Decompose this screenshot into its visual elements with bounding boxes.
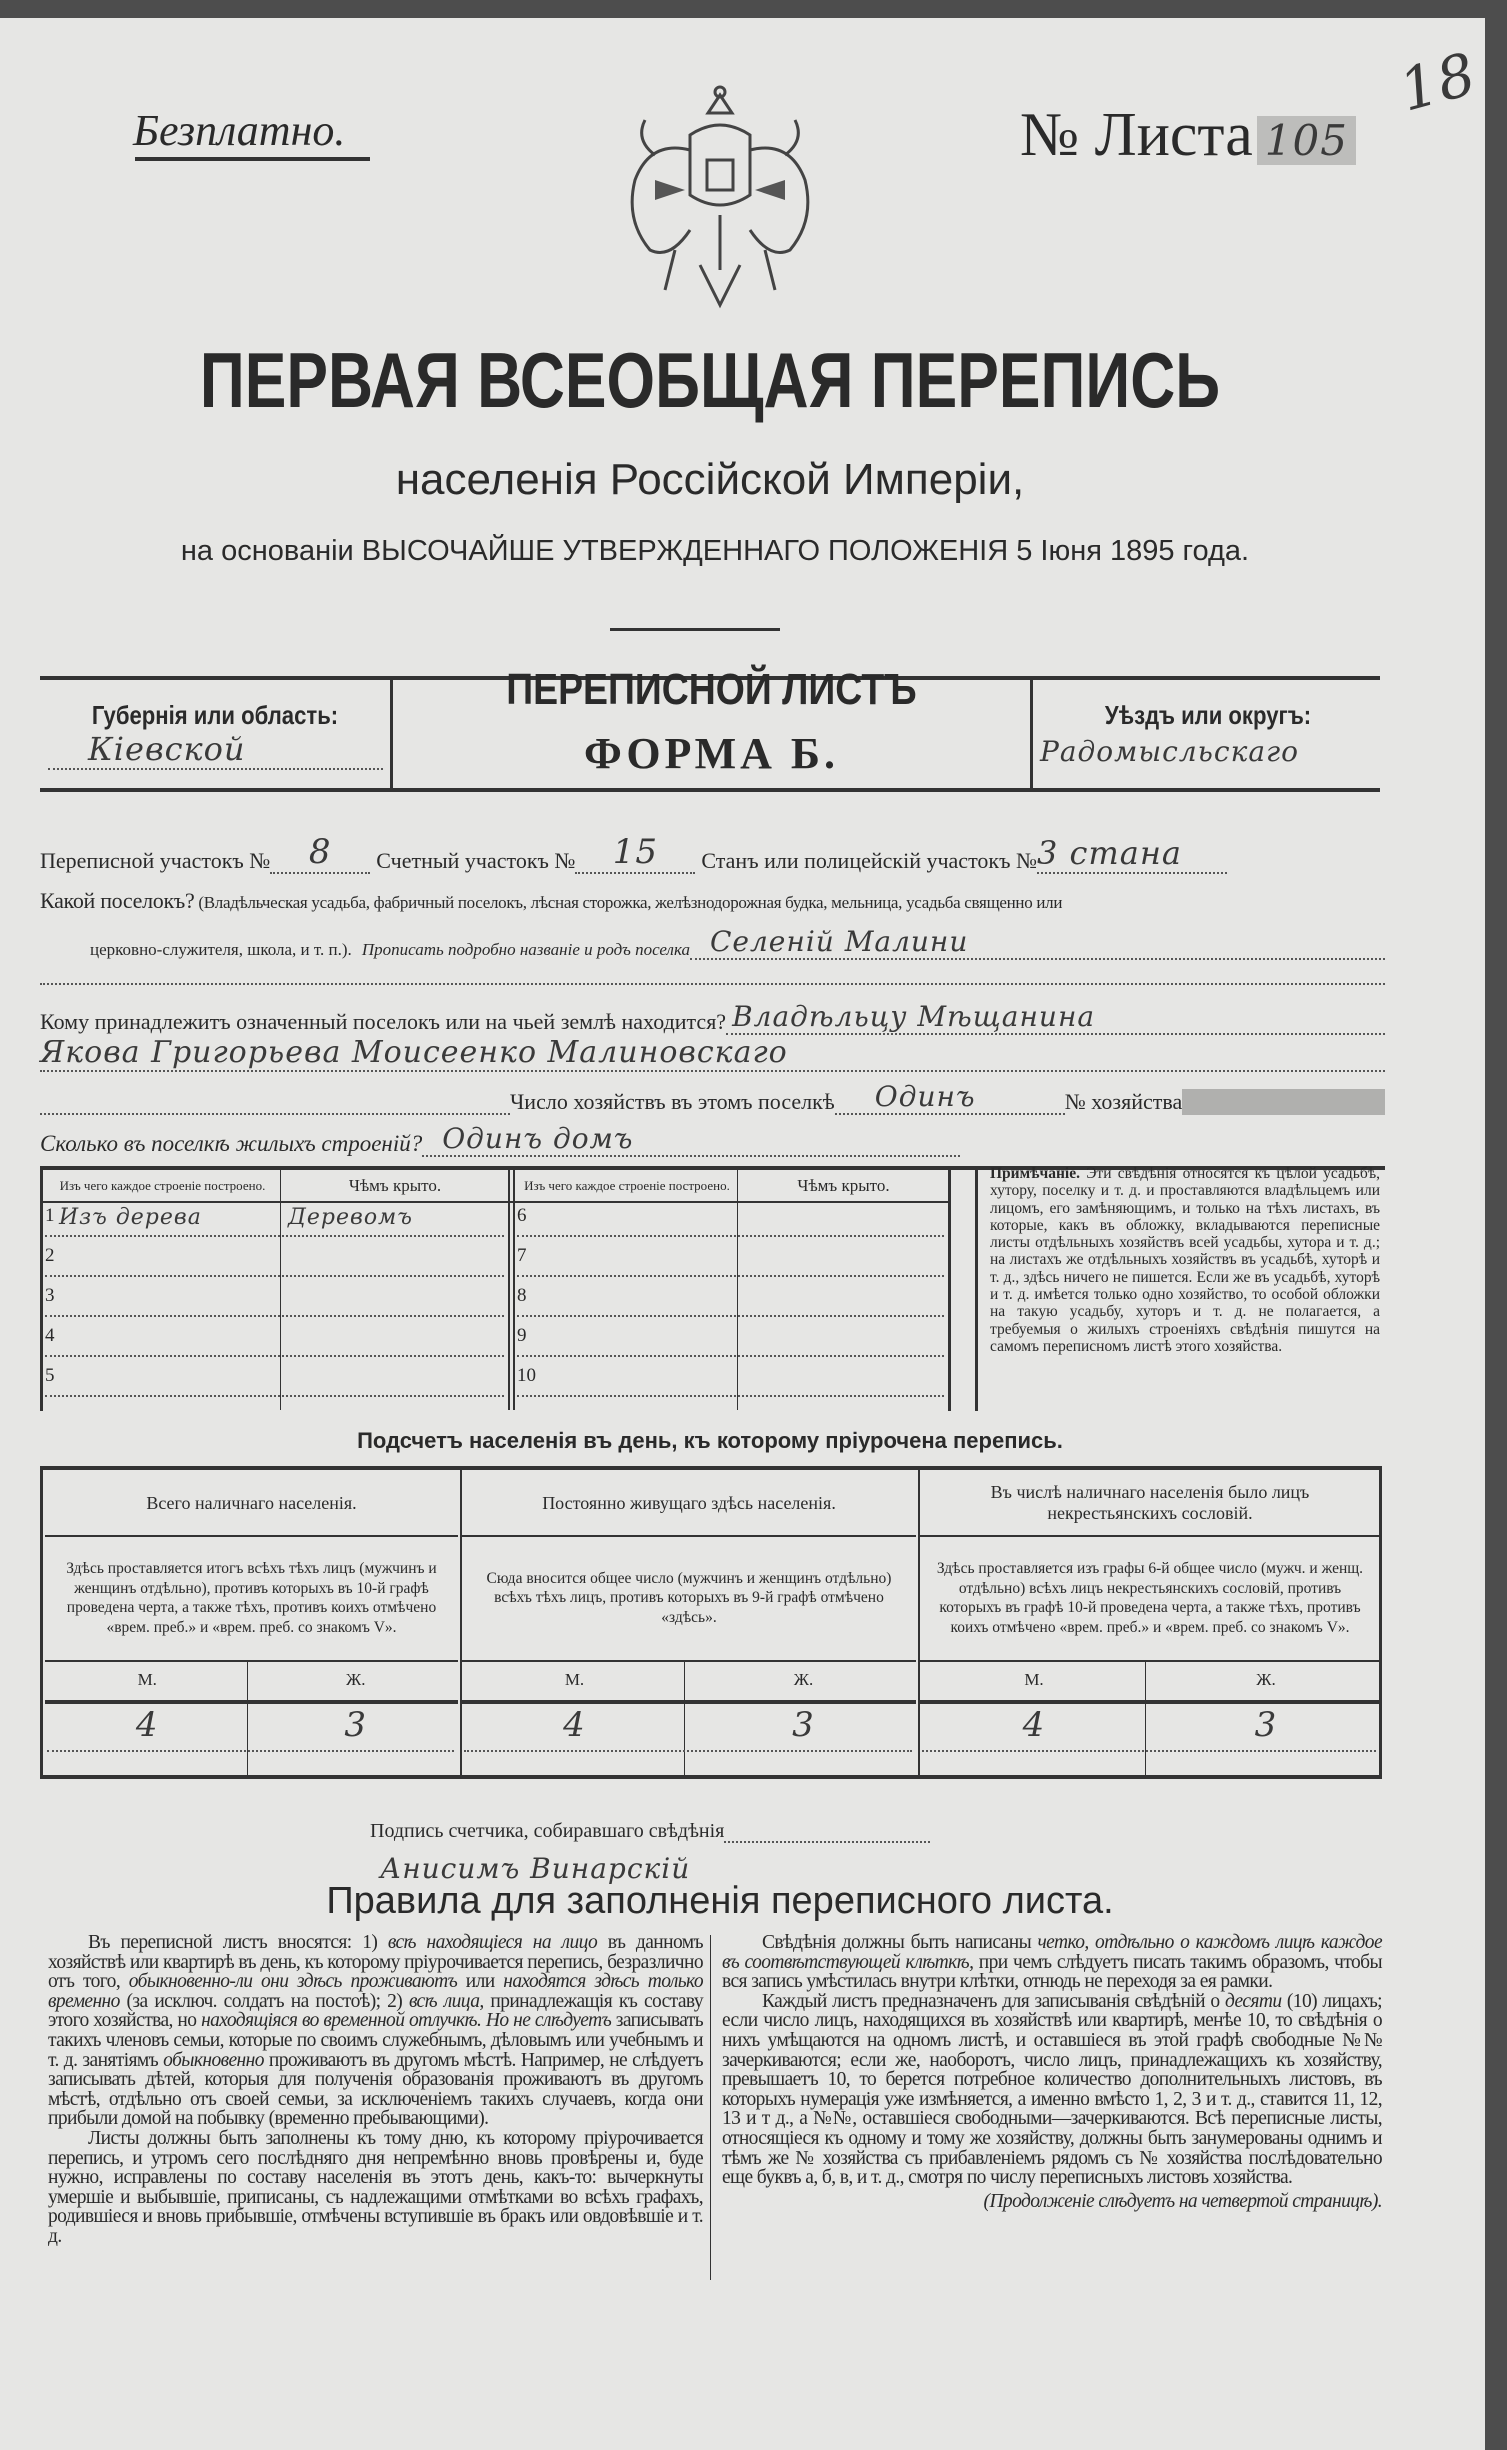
page-title: ПЕРВАЯ ВСЕОБЩАЯ ПЕРЕПИСЬ xyxy=(199,336,1221,424)
rules-text: записывать такихъ членовъ семьи, которые по своимъ служебнымъ, дѣловымъ или учебнымъ и т. д. занятіямъ xyxy=(48,2010,704,2071)
legal-basis: на основаніи ВЫСОЧАЙШЕ УТВЕРЖДЕННАГО ПОЛОЖЕНІЯ 5 Іюня 1895 года. xyxy=(180,535,1250,567)
poselok-instruction: Прописать подробно названіе и родъ поселка xyxy=(361,940,690,959)
col-material-header: Изъ чего каждое строеніе построено. xyxy=(524,1178,730,1193)
households-label: Число хозяйствъ въ этомъ поселкѣ xyxy=(510,1089,835,1114)
row-number: 5 xyxy=(45,1365,55,1386)
form-name: ПЕРЕПИСНОЙ ЛИСТЪ xyxy=(506,665,917,714)
divider xyxy=(610,628,780,631)
row-line xyxy=(47,1750,454,1752)
female-header: Ж. xyxy=(793,1670,814,1689)
poselok-label: Какой поселокъ? xyxy=(40,888,195,913)
perepisnoy-field[interactable]: 8 xyxy=(270,832,370,874)
col-material-header: Изъ чего каждое строеніе построено. xyxy=(59,1178,266,1193)
row-number: 3 xyxy=(45,1285,55,1306)
column-divider xyxy=(710,1935,711,2280)
male-count[interactable]: 4 xyxy=(563,1705,586,1745)
rules-text: обыкновенно-ли они здѣсь проживаютъ xyxy=(128,1971,458,1993)
row-line xyxy=(45,1275,504,1277)
rules-text: находящіяся во временной отлучкѣ. Но не слѣдуетъ xyxy=(201,2010,612,2032)
continued-note: (Продолженіе слѣдуетъ на четвертой страницѣ). xyxy=(983,2190,1382,2212)
rules-text: Каждый листъ предназначенъ для записыванія свѣдѣній о xyxy=(762,1990,1226,2012)
row-line xyxy=(464,1750,912,1752)
rules-text: принадлежащія къ составу этого хозяйства, но xyxy=(48,1990,703,2032)
note-text: Эти свѣдѣнія относятся къ цѣлой усадьбѣ, хутору, поселку и т. д. и проставляются владѣльцемъ или лицомъ, его замѣняющимъ, и только на тѣхъ листахъ, въ которые, какъ въ обложку, вкладываются переписные листы отдѣльныхъ хозяйствъ всей усадьбы, хутора и т. д.; на листахъ же отдѣльныхъ хозяйствъ въ усадьбѣ, хуторѣ и т. д., здѣсь ничего не пишется. Если же въ усадьбѣ, хуторѣ и т. д. имѣется только одно хозяйство, то особой обложки на такую усадьбу, хуторъ и т. д. не полагается, а требуемыя о жилыхъ строеніяхъ свѣдѣнія пишутся на самомъ переписномъ листѣ этого хозяйства. xyxy=(990,1165,1380,1355)
row-line xyxy=(45,1235,504,1237)
owner-field-2[interactable]: Якова Григорьева Моисеенко Малиновскаго xyxy=(40,1035,1385,1072)
material-cell[interactable]: Изъ дерева xyxy=(59,1205,202,1230)
owner-label: Кому принадлежитъ означенный поселокъ или на чьей землѣ находится? xyxy=(40,1009,727,1034)
rules-heading: Правила для заполненія переписного листа. xyxy=(326,1880,1114,1922)
row-number: 8 xyxy=(517,1285,527,1306)
uezd-label: Уѣздъ или округъ: xyxy=(1104,700,1312,730)
rules-text: или xyxy=(457,1971,504,1993)
rules-text: въ данномъ хозяйствѣ или квартирѣ въ день, къ которому пріурочивается перепись, безразлично отъ того, xyxy=(48,1932,703,1993)
male-count[interactable]: 4 xyxy=(135,1705,159,1745)
row-line xyxy=(517,1275,944,1277)
roof-cell[interactable]: Деревомъ xyxy=(288,1205,413,1230)
female-header: Ж. xyxy=(346,1670,366,1689)
rules-text: проживаютъ въ другомъ мѣстѣ. Например, не слѣдуетъ записывать дѣтей, которыя для полученія образованія проживаютъ въ другомъ мѣстѣ, отдѣльно отъ своей семьи, за исключеніемъ такихъ случаевъ, когда они прибыли домой на побывку (временно пребывающими). xyxy=(48,2049,703,2130)
rules-text: при чемъ слѣдуетъ писать такимъ образомъ, чтобы вся запись умѣстилась внутри клѣтки, отнюдь не переходя за ея рамки. xyxy=(722,1951,1383,1993)
signature-label: Подпись счетчика, собиравшаго свѣдѣнія xyxy=(370,1820,725,1842)
blank-line xyxy=(40,1105,510,1115)
male-count[interactable]: 4 xyxy=(1022,1705,1046,1745)
sheet-number-value: 105 xyxy=(1257,116,1356,165)
population-col-title: Всего наличнаго населенія. xyxy=(146,1492,357,1513)
rules-text: находятся здѣсь только временно xyxy=(48,1971,703,2012)
female-count[interactable]: 3 xyxy=(792,1705,815,1745)
households-field[interactable]: Одинъ xyxy=(835,1080,1065,1115)
row-rule xyxy=(45,1660,458,1662)
population-col-title: Постоянно живущаго здѣсь населенія. xyxy=(542,1492,836,1513)
buildings-label: Сколько въ поселкѣ жилыхъ строеній? xyxy=(40,1131,423,1156)
note xyxy=(990,1165,1380,1355)
note-border xyxy=(975,1166,978,1411)
row-line xyxy=(922,1750,1376,1752)
female-count[interactable]: 3 xyxy=(344,1705,368,1745)
row-number: 7 xyxy=(517,1245,527,1266)
rules-right-column xyxy=(722,1933,1382,2211)
rules-text: обыкновенно xyxy=(163,2049,264,2071)
box-divider xyxy=(1030,676,1033,790)
free-label: Безплатно. xyxy=(133,106,346,155)
row-number: 9 xyxy=(517,1325,527,1346)
household-number-label: № хозяйства xyxy=(1064,1089,1183,1114)
uezd-field[interactable]: Радомысльскаго xyxy=(1040,735,1300,768)
row-line xyxy=(45,1355,504,1357)
table-divider xyxy=(280,1170,281,1410)
row-rule xyxy=(462,1700,916,1704)
row-line xyxy=(517,1395,944,1397)
row-rule xyxy=(462,1535,916,1537)
perepisnoy-label: Переписной участокъ № xyxy=(40,848,271,873)
population-col-title: Въ числѣ наличнаго населенія было лицъ некрестьянскихъ сословій. xyxy=(990,1482,1310,1523)
population-col-desc: Здѣсь проставляется изъ графы 6-й общее число (мужч. и женщ. отдѣльно) всѣхъ лицъ некрестьянскихъ сословій, противъ которыхъ въ графѣ 10-й проведена черта, а также тѣхъ, противъ коихъ отмѣчено «врем. преб.» и «врем. преб. со знакомъ V». xyxy=(936,1560,1364,1636)
col-roof-header: Чѣмъ крыто. xyxy=(348,1176,442,1195)
household-number-field[interactable] xyxy=(1182,1089,1385,1115)
col-roof-header: Чѣмъ крыто. xyxy=(797,1176,890,1195)
schetny-field[interactable]: 15 xyxy=(575,832,695,874)
row-rule xyxy=(45,1535,458,1537)
table-border xyxy=(948,1166,951,1411)
rules-text: четко, отдѣльно о каждомъ лицѣ каждое въ соотвѣтствующей клѣткѣ, xyxy=(722,1932,1382,1973)
population-heading: Подсчетъ населенія въ день, къ которому пріурочена перепись. xyxy=(357,1428,1063,1453)
gubernia-label: Губернія или область: xyxy=(91,700,339,730)
poselok-hint-2: церковно-служителя, школа, и т. п.). xyxy=(90,940,352,959)
table-divider xyxy=(737,1170,738,1410)
rules-text: десяти xyxy=(1225,1990,1282,2012)
stan-label: Станъ или полицейскій участокъ № xyxy=(701,848,1037,873)
row-rule xyxy=(920,1660,1380,1662)
rules-text: Въ переписной листъ вносятся: 1) xyxy=(88,1932,388,1953)
row-line xyxy=(45,1315,504,1317)
table-divider xyxy=(513,1170,515,1410)
rules-text: (10) лицахъ; если число лицъ, находящихся въ хозяйствѣ или квартирѣ, менѣе 10, то свѣдѣнія о нихъ умѣщаются на одномъ листѣ, и оставшіеся въ этой графѣ свободные №№ зачеркиваются; если же, наоборотъ, число лицъ, принадлежащихъ къ хозяйству, превышаетъ 10, то берется потребное количество дополнительныхъ листовъ, въ которыхъ нумерація уже измѣняется, а именно вмѣсто 1, 2, 3 и т. д., ставится 11, 12, 13 и т д., а №№, оставшіеся свободными—зачеркиваются. Всѣ переписные листы, относящіеся къ одному и тому же хозяйству, должны быть занумерованы однимъ и тѣмъ же № хозяйства съ прибавленіемъ рядомъ съ № хозяйства послѣдовательно еще буквъ а, б, в, и т. д., смотря по числу переписныхъ листовъ хозяйства. xyxy=(722,1990,1383,2189)
rules-text: Свѣдѣнія должны быть написаны xyxy=(762,1932,1038,1953)
row-line xyxy=(517,1355,944,1357)
female-header: Ж. xyxy=(1256,1670,1276,1689)
population-col-desc: Сюда вносится общее число (мужчинъ и женщинъ отдѣльно) всѣхъ тѣхъ лицъ, противъ которыхъ въ 9-й графѣ отмѣчено «здѣсь». xyxy=(486,1569,892,1626)
row-number: 6 xyxy=(517,1205,527,1226)
row-rule xyxy=(920,1535,1380,1537)
population-col-desc: Здѣсь проставляется итогъ всѣхъ тѣхъ лицъ (мужчинъ и женщинъ отдѣльно), противъ которыхъ въ 10-й графѣ проведена черта, а также тѣхъ, противъ коихъ отмѣчено «врем. преб.» и «врем. преб. со знакомъ V». xyxy=(66,1560,437,1636)
box-bottom-rule xyxy=(40,788,1380,792)
row-line xyxy=(517,1315,944,1317)
female-count[interactable]: 3 xyxy=(1254,1705,1278,1745)
rules-text: всѣ находящіеся на лицо xyxy=(387,1932,598,1953)
sheet-number-label: № Листа xyxy=(1020,101,1253,169)
archive-number: 18 xyxy=(1392,39,1484,125)
note-title: Примѣчаніе. xyxy=(990,1165,1080,1182)
male-header: М. xyxy=(137,1670,157,1689)
owner-field[interactable]: Владѣльцу Мѣщанина xyxy=(726,1000,1385,1035)
enumerator-signature: Анисимъ Винарскій xyxy=(380,1852,691,1885)
double-headed-eagle-icon xyxy=(615,80,825,315)
row-number: 1 xyxy=(45,1205,55,1226)
male-header: М. xyxy=(564,1670,585,1689)
row-line xyxy=(517,1235,944,1237)
form-type: ФОРМА Б. xyxy=(584,729,839,778)
row-rule xyxy=(45,1700,458,1704)
row-line xyxy=(45,1395,504,1397)
row-rule xyxy=(920,1700,1380,1704)
rules-text: Листы должны быть заполнены къ тому дню, къ которому пріурочивается перепись, и утромъ сего послѣдняго дня непремѣнно вновь провѣрены и, буде нужно, исправлены по составу населенія въ этотъ день, какъ-то: вычеркнуты умершіе и выбывшіе, приписаны, съ надлежащими отмѣтками во всѣхъ графахъ, родившіеся и вновь прибывшіе, отмѣчены вступившіе въ бракъ или овдовѣвшіе и т. д. xyxy=(48,2127,703,2247)
stan-field[interactable]: 3 стана xyxy=(1037,834,1227,874)
buildings-field[interactable]: Одинъ домъ xyxy=(422,1122,960,1157)
table-divider xyxy=(508,1170,510,1410)
poselok-field[interactable]: Селеній Малини xyxy=(690,925,1385,960)
row-number: 2 xyxy=(45,1245,55,1266)
divider xyxy=(135,157,370,161)
row-number: 10 xyxy=(517,1365,536,1386)
gubernia-field[interactable]: Кіевской xyxy=(48,730,383,770)
rules-left-column xyxy=(48,1933,703,2247)
page-subtitle: населенія Россійской Имперіи, xyxy=(395,455,1025,504)
rules-text: (за исключ. солдатъ на постоѣ); 2) xyxy=(119,1990,409,2012)
poselok-extra-line[interactable] xyxy=(40,975,1385,985)
row-number: 4 xyxy=(45,1325,55,1346)
schetny-label: Счетный участокъ № xyxy=(376,848,576,873)
poselok-hint: (Владѣльческая усадьба, фабричный поселокъ, лѣсная сторожка, желѣзнодорожная будка, мельница, усадьба священно или xyxy=(198,893,1063,912)
row-rule xyxy=(462,1660,916,1662)
male-header: М. xyxy=(1024,1670,1044,1689)
rules-text: всѣ лица, xyxy=(408,1990,484,2012)
signature-line[interactable] xyxy=(724,1833,930,1843)
